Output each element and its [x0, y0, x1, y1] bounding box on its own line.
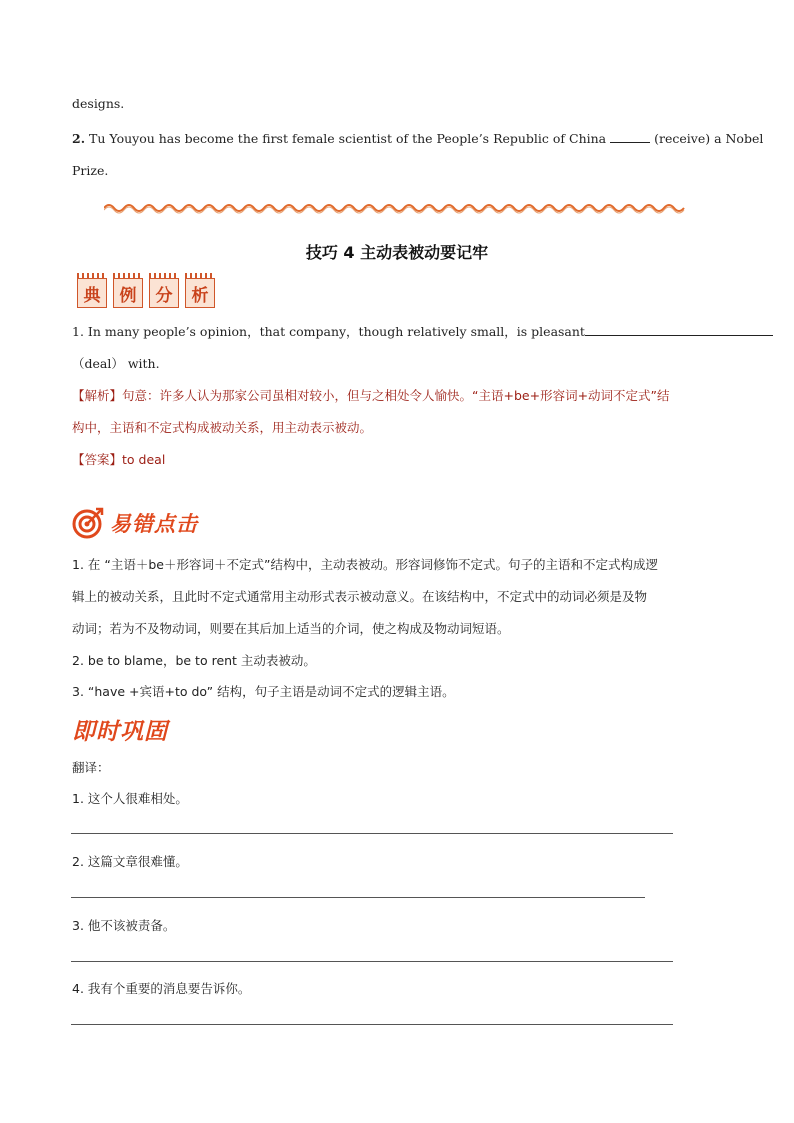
section-title: 技巧 4 主动表被动要记牢 — [305, 243, 489, 262]
example-badge — [77, 278, 221, 308]
answer-line-4[interactable] — [71, 1024, 673, 1025]
answer-line-3[interactable] — [71, 961, 673, 962]
answer-line — [72, 450, 165, 468]
badge-char: 典 — [77, 278, 107, 308]
badge-char: 例 — [113, 278, 143, 308]
analysis-text-2: 构中，主语和不定式构成被动关系，用主动表示被动。 — [72, 420, 373, 435]
question-2-text-a: Tu Youyou has become the first female scientist of the People’s Republic of China — [89, 131, 607, 146]
translate-instruction: 翻译： — [72, 760, 110, 775]
translate-item-4: 4. 我有个重要的消息要告诉你。 — [72, 981, 251, 996]
analysis-text-1: 句意：许多人认为那家公司虽相对较小，但与之相处令人愉快。“主语+be+形容词+动词不定式”结 — [122, 388, 670, 403]
question-2-number: 2. — [72, 131, 86, 146]
answer-text: to deal — [122, 452, 166, 467]
question-2-text-b: (receive) a Nobel — [654, 131, 764, 146]
badge-char: 分 — [149, 278, 179, 308]
answer-line-1[interactable] — [71, 833, 673, 834]
pitfalls-header — [72, 507, 198, 539]
translate-item-1: 1. 这个人很难相处。 — [72, 791, 188, 806]
target-arrow-icon — [72, 507, 104, 539]
consolidate-heading: 即时巩固 — [72, 719, 168, 745]
question-2-blank[interactable] — [610, 141, 650, 143]
pitfall-2: 2. be to blame，be to rent 主动表被动。 — [72, 653, 316, 668]
pitfall-1-line-2: 辑上的被动关系，且此时不定式通常用主动形式表示被动意义。在该结构中，不定式中的动词必须是及物 — [72, 589, 648, 604]
example-question-1-text: 1. In many people’s opinion，that company，though relatively small，is pleasant — [72, 324, 585, 339]
analysis-line-1 — [72, 386, 670, 404]
question-2-continuation: Prize. — [72, 163, 109, 178]
example-question-1-blank[interactable] — [585, 334, 773, 336]
pitfall-1-line-1: 1. 在 “主语＋be＋形容词＋不定式”结构中，主动表被动。形容词修饰不定式。句子的主语和不定式构成逻 — [72, 557, 658, 572]
pitfall-1-line-3: 动词；若为不及物动词，则要在其后加上适当的介词，使之构成及物动词短语。 — [72, 621, 510, 636]
example-question-1 — [72, 322, 773, 340]
example-question-1-continuation: （deal） with. — [72, 356, 160, 371]
designs-line: designs. — [72, 96, 125, 111]
translate-item-2: 2. 这篇文章很难懂。 — [72, 854, 188, 869]
answer-label: 【答案】 — [72, 452, 123, 467]
badge-char: 析 — [185, 278, 215, 308]
analysis-label: 【解析】 — [72, 388, 123, 403]
question-2 — [72, 131, 763, 146]
translate-item-3: 3. 他不该被责备。 — [72, 918, 176, 933]
answer-line-2[interactable] — [71, 897, 645, 898]
pitfalls-heading: 易错点击 — [110, 512, 198, 536]
wavy-divider — [104, 201, 690, 215]
pitfall-3: 3. “have +宾语+to do” 结构，句子主语是动词不定式的逻辑主语。 — [72, 684, 455, 699]
